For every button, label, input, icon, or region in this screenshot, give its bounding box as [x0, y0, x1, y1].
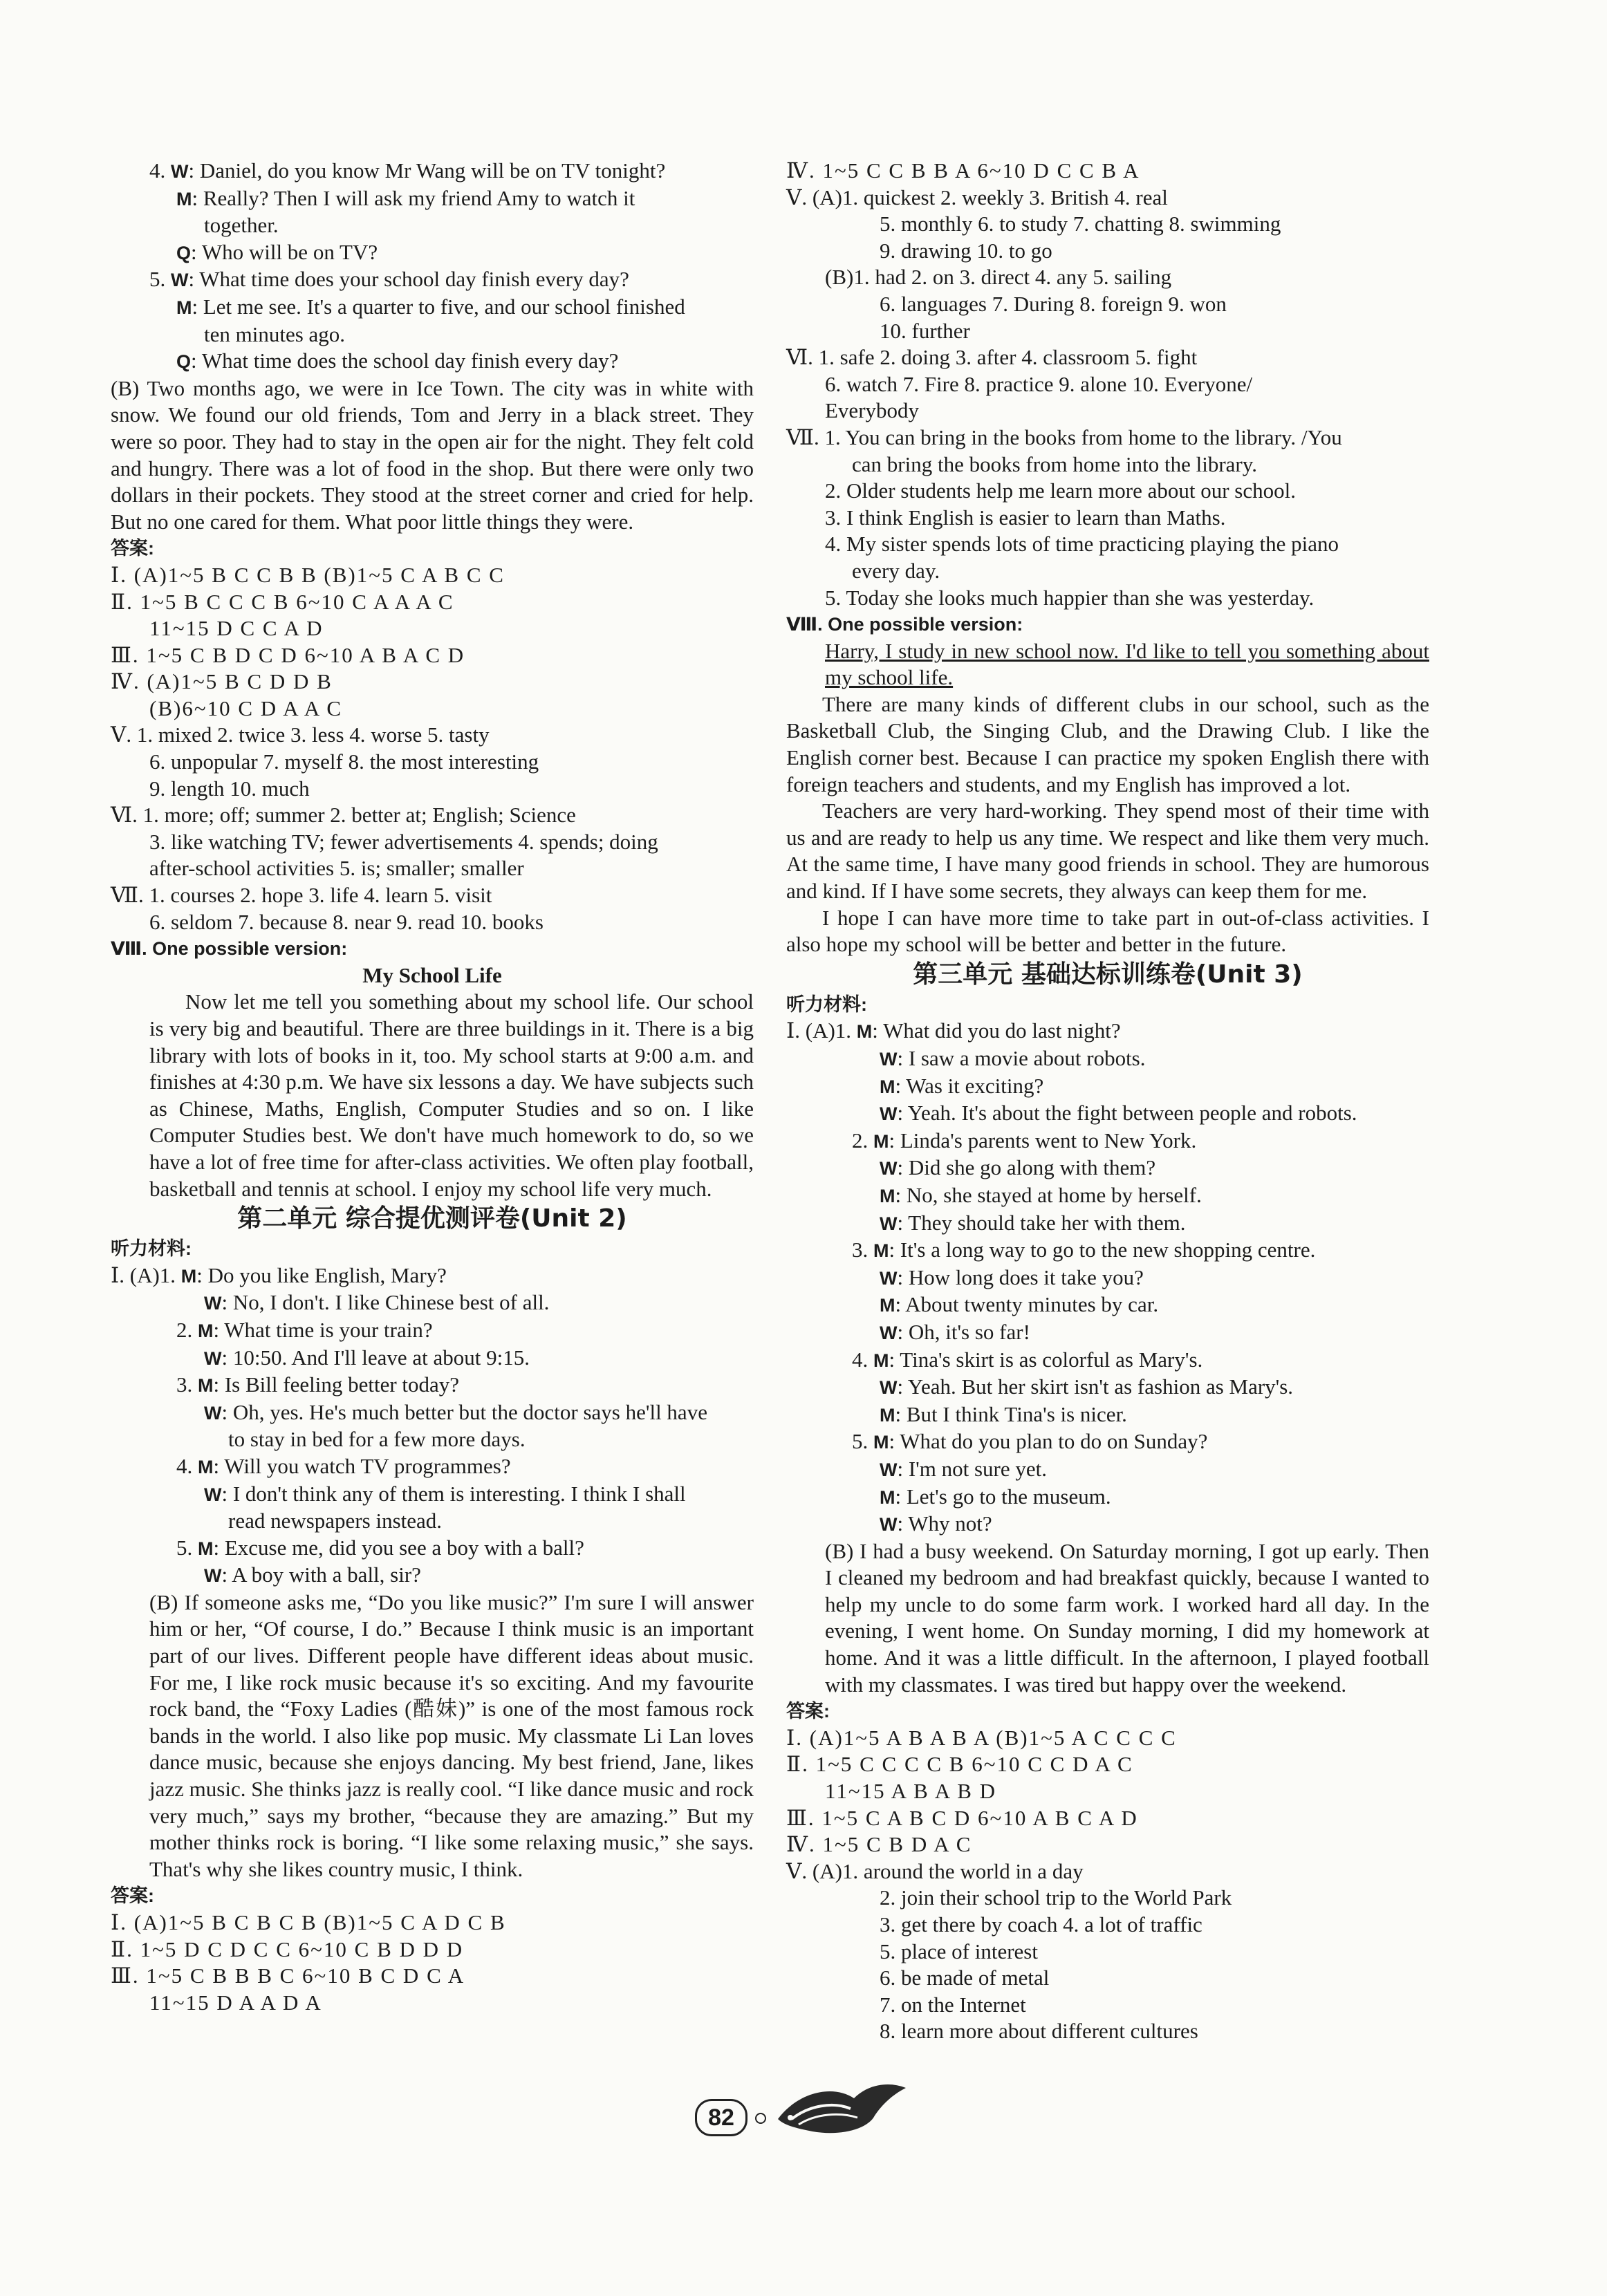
right-line-0: Ⅳ. 1~5 C C B B A 6~10 D C C B A [786, 158, 1140, 183]
right-line-8: 6. watch 7. Fire 8. practice 9. alone 10. Everyone/ [825, 371, 1253, 396]
left-line-13: Ⅲ. 1~5 C B D C D 6~10 A B A C D [111, 642, 465, 667]
page-dot-icon [755, 2113, 766, 2124]
right-line-54: 6. be made of metal [880, 1966, 1050, 1990]
left-line-46: 11~15 D A A D A [149, 1990, 322, 2015]
left-line-28: 听力材料: [111, 1238, 192, 1260]
right-line-44: 答案: [786, 1701, 830, 1722]
right-line-14: 4. My sister spends lots of time practicing playing the piano [825, 532, 1339, 557]
right-line-49: Ⅳ. 1~5 C B D A C [786, 1832, 972, 1857]
right-line-39: 5. M: What do you plan to do on Sunday? [852, 1429, 1208, 1454]
left-line-17: 6. unpopular 7. myself 8. the most interesting [149, 749, 539, 774]
left-line-0: 4. W: Daniel, do you know Mr Wang will be on TV tonight? [149, 158, 666, 183]
right-line-2: 5. monthly 6. to study 7. chatting 8. swimming [880, 212, 1281, 236]
right-line-43: (B) I had a busy weekend. On Saturday morning, I got up early. Then I cleaned my bedroom and had breakfast quickly, because I wanted to help my uncle to do some farm work. I worked hard all day. In the evening, I went home. On Sunday morning, I did my homework at home. And it was a little difficult. In the afternoon, I played football with my classmates. I was tired but happy over the weekend. [825, 1538, 1429, 1697]
left-line-29: Ⅰ. (A)1. M: Do you like English, Mary? [111, 1262, 447, 1287]
left-line-18: 9. length 10. much [149, 776, 310, 801]
right-line-3: 9. drawing 10. to go [880, 238, 1052, 263]
right-line-38: M: But I think Tina's is nicer. [880, 1401, 1127, 1426]
left-line-42: 答案: [111, 1885, 154, 1907]
right-line-47: 11~15 A B A B D [825, 1779, 997, 1804]
right-line-51: 2. join their school trip to the World Park [880, 1885, 1232, 1910]
right-line-24: Ⅰ. (A)1. M: What did you do last night? [786, 1018, 1121, 1043]
left-line-32: W: 10:50. And I'll leave at about 9:15. [204, 1345, 530, 1370]
right-line-22: 第三单元 基础达标训练卷(Unit 3) [913, 960, 1303, 989]
right-line-6: 10. further [880, 318, 970, 343]
left-line-40: W: A boy with a ball, sir? [204, 1562, 421, 1587]
right-line-40: W: I'm not sure yet. [880, 1456, 1047, 1481]
right-line-4: (B)1. had 2. on 3. direct 4. any 5. sailing [825, 265, 1172, 290]
left-line-26: Now let me tell you something about my school life. Our school is very big and beautiful. There are three buildings in it. There is a big library with lots of books in it, too. My school starts at 9:00 a.m. and finishes at 4:30 p.m. We have six lessons a day. We have subjects such as Chinese, Maths, English, Computer Studies and so on. I like Computer Studies best. We don't have much homework to do, so we have a lot of free time for after-class activities. We often play football, basketball and tennis at school. I enjoy my school life very much. [149, 989, 754, 1201]
left-line-20: 3. like watching TV; fewer advertisements 4. spends; doing [149, 829, 658, 854]
right-line-29: W: Did she go along with them? [880, 1155, 1156, 1180]
left-line-36: 4. M: Will you watch TV programmes? [176, 1453, 511, 1478]
right-line-42: W: Why not? [880, 1511, 992, 1536]
page-number: 82 [695, 2099, 747, 2136]
left-line-7: Q: What time does the school day finish every day? [176, 348, 619, 373]
right-line-48: Ⅲ. 1~5 C A B C D 6~10 A B C A D [786, 1805, 1138, 1830]
left-line-37: W: I don't think any of them is interesting. I think I shall [204, 1481, 686, 1506]
left-line-16: Ⅴ. 1. mixed 2. twice 3. less 4. worse 5. tasty [111, 722, 490, 747]
right-line-31: W: They should take her with them. [880, 1210, 1186, 1235]
right-line-45: Ⅰ. (A)1~5 A B A B A (B)1~5 A C C C C [786, 1725, 1177, 1750]
left-line-31: 2. M: What time is your train? [176, 1317, 433, 1342]
fish-logo-icon [771, 2078, 909, 2140]
left-line-39: 5. M: Excuse me, did you see a boy with a ball? [176, 1535, 584, 1560]
right-line-1: Ⅴ. (A)1. quickest 2. weekly 3. British 4. real [786, 185, 1168, 209]
left-line-30: W: No, I don't. I like Chinese best of all. [204, 1290, 550, 1315]
right-line-9: Everybody [825, 398, 920, 423]
left-line-14: Ⅳ. (A)1~5 B C D D B [111, 669, 333, 694]
left-line-8: (B) Two months ago, we were in Ice Town. The city was in white with snow. We found our old friends, Tom and Jerry in a black street. They were so poor. They had to stay in the open air for the night. They felt cold and hungry. There was a lot of food in the shop. But there were only two dollars in their pockets. They stood at the street corner and cried for help. But no one cared for them. What poor little things they were. [111, 375, 754, 534]
left-line-43: Ⅰ. (A)1~5 B C B C B (B)1~5 C A D C B [111, 1910, 506, 1934]
right-line-21: I hope I can have more time to take part in out-of-class activities. I also hope my school will be better and better in the future. [786, 905, 1429, 957]
left-line-25: My School Life [362, 962, 502, 987]
right-line-17: Ⅷ. One possible version: [786, 614, 1023, 635]
right-line-34: M: About twenty minutes by car. [880, 1292, 1159, 1317]
left-line-38: read newspapers instead. [228, 1509, 443, 1533]
left-line-45: Ⅲ. 1~5 C B B B C 6~10 B C D C A [111, 1963, 465, 1988]
right-line-15: every day. [852, 558, 940, 583]
left-line-23: 6. seldom 7. because 8. near 9. read 10. books [149, 909, 544, 934]
left-line-33: 3. M: Is Bill feeling better today? [176, 1372, 460, 1397]
right-line-19: There are many kinds of different clubs in our school, such as the Basketball Club, the Singing Club, and the Drawing Club. I like the English corner best. Because I can practice my spoken English there with foreign teachers and students, and my English has improved a lot. [786, 691, 1429, 796]
left-line-27: 第二单元 综合提优测评卷(Unit 2) [237, 1204, 627, 1233]
right-line-25: W: I saw a movie about robots. [880, 1046, 1146, 1070]
right-line-12: 2. Older students help me learn more about our school. [825, 478, 1296, 503]
right-line-53: 5. place of interest [880, 1939, 1038, 1963]
right-line-20: Teachers are very hard-working. They spend most of their time with us and are ready to help us any time. We respect and like them very much. At the same time, I have many good friends in school. They are humorous and kind. If I have some secrets, they always can keep them for me. [786, 799, 1429, 904]
right-line-11: can bring the books from home into the library. [852, 451, 1257, 476]
left-line-9: 答案: [111, 538, 154, 559]
left-line-15: (B)6~10 C D A A C [149, 696, 343, 720]
right-line-33: W: How long does it take you? [880, 1264, 1144, 1289]
left-line-11: Ⅱ. 1~5 B C C C B 6~10 C A A A C [111, 589, 454, 614]
left-line-22: Ⅶ. 1. courses 2. hope 3. life 4. learn 5. visit [111, 883, 492, 908]
left-line-35: to stay in bed for a few more days. [228, 1427, 526, 1452]
right-line-37: W: Yeah. But her skirt isn't as fashion as Mary's. [880, 1374, 1294, 1399]
left-line-24: Ⅷ. One possible version: [111, 938, 348, 960]
right-line-5: 6. languages 7. During 8. foreign 9. won [880, 291, 1227, 316]
right-line-13: 3. I think English is easier to learn than Maths. [825, 505, 1226, 530]
left-line-12: 11~15 D C C A D [149, 616, 324, 641]
right-line-32: 3. M: It's a long way to go to the new shopping centre. [852, 1238, 1316, 1262]
right-line-26: M: Was it exciting? [880, 1073, 1044, 1098]
left-line-4: 5. W: What time does your school day finish every day? [149, 267, 629, 292]
right-line-30: M: No, she stayed at home by herself. [880, 1182, 1202, 1207]
left-line-19: Ⅵ. 1. more; off; summer 2. better at; English; Science [111, 803, 576, 828]
left-line-6: ten minutes ago. [204, 321, 346, 346]
left-column [111, 158, 754, 2016]
right-line-56: 8. learn more about different cultures [880, 2019, 1198, 2044]
right-line-23: 听力材料: [786, 993, 867, 1015]
left-line-44: Ⅱ. 1~5 D C D C C 6~10 C B D D D [111, 1936, 464, 1961]
left-line-41: (B) If someone asks me, “Do you like music?” I'm sure I will answer him or her, “Of course, I do.” Because I think music is an important part of our lives. Different people have different ideas about music. For me, I like rock music because it's so exciting. And my favourite rock band, the “Foxy Ladies (酷妹)” is one of the most famous rock bands in the world. I also like pop music. My classmate Li Lan loves dance music, because she enjoys dancing. My best friend, Jane, likes jazz music. She thinks jazz is really cool. “I like dance music and rock very much,” says my brother, “because they are amazing.” But my mother thinks rock is boring. “I like some relaxing music,” she says. That's why she likes country music, I think. [149, 1589, 754, 1881]
left-line-34: W: Oh, yes. He's much better but the doctor says he'll have [204, 1399, 707, 1424]
left-line-5: M: Let me see. It's a quarter to five, and our school finished [176, 294, 685, 319]
right-line-16: 5. Today she looks much happier than she was yesterday. [825, 585, 1315, 610]
right-column [786, 158, 1429, 2045]
right-line-50: Ⅴ. (A)1. around the world in a day [786, 1858, 1084, 1883]
left-line-21: after-school activities 5. is; smaller; smaller [149, 856, 524, 881]
right-line-7: Ⅵ. 1. safe 2. doing 3. after 4. classroom 5. fight [786, 345, 1198, 370]
right-line-36: 4. M: Tina's skirt is as colorful as Mary's. [852, 1347, 1203, 1372]
right-line-46: Ⅱ. 1~5 C C C C B 6~10 C C D A C [786, 1752, 1133, 1777]
left-line-1: M: Really? Then I will ask my friend Amy to watch it [176, 185, 635, 210]
right-line-28: 2. M: Linda's parents went to New York. [852, 1128, 1197, 1152]
right-line-18: Harry, I study in new school now. I'd like to tell you something about my school life. [825, 638, 1429, 690]
right-line-52: 3. get there by coach 4. a lot of traffic [880, 1912, 1202, 1936]
right-line-55: 7. on the Internet [880, 1992, 1026, 2017]
right-line-35: W: Oh, it's so far! [880, 1319, 1030, 1344]
left-line-3: Q: Who will be on TV? [176, 239, 378, 264]
left-line-2: together. [204, 213, 279, 238]
right-line-10: Ⅶ. 1. You can bring in the books from home to the library. /You [786, 424, 1342, 449]
left-line-10: Ⅰ. (A)1~5 B C C B B (B)1~5 C A B C C [111, 562, 505, 587]
right-line-41: M: Let's go to the museum. [880, 1484, 1111, 1509]
right-line-27: W: Yeah. It's about the fight between people and robots. [880, 1101, 1357, 1126]
